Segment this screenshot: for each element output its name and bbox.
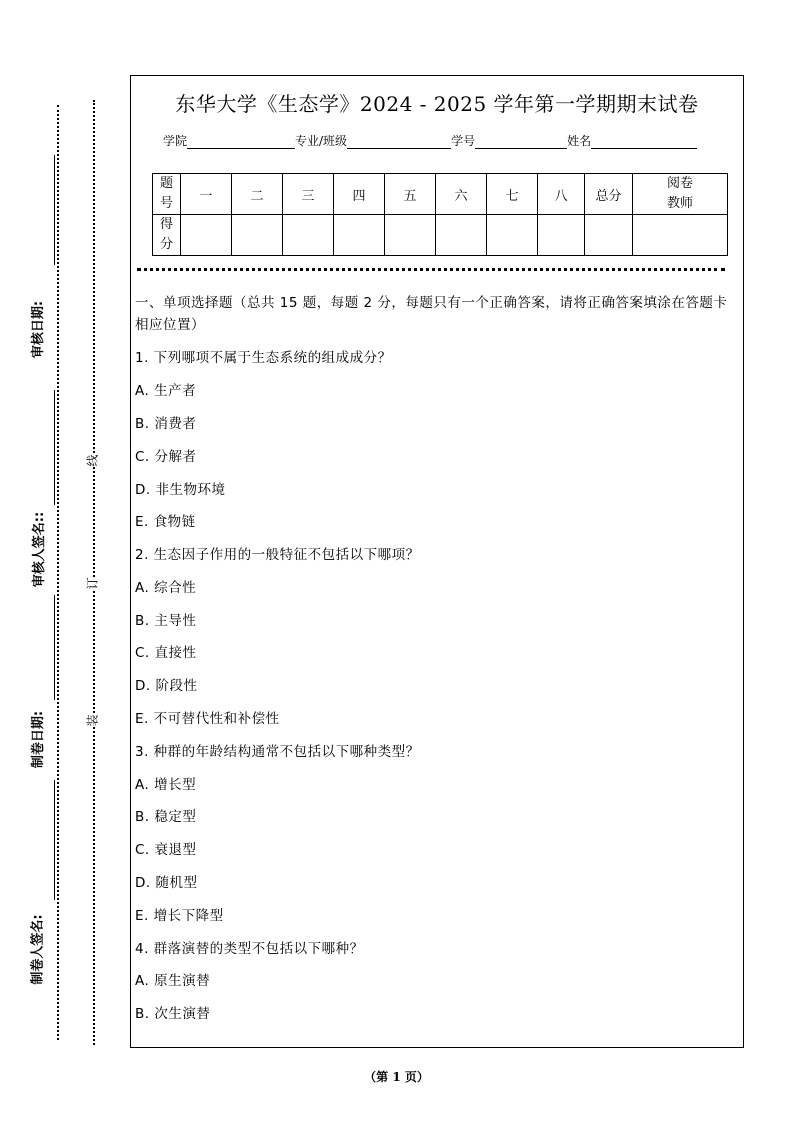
score-char-1: 得 xyxy=(159,217,173,232)
col-header-1: 一 xyxy=(181,174,232,215)
option[interactable]: D. 阶段性 xyxy=(135,678,198,694)
student-id-label: 学号 xyxy=(451,134,476,148)
grader-signature-cell[interactable] xyxy=(633,215,728,256)
col-header-total: 总分 xyxy=(585,174,633,215)
score-cell-total[interactable] xyxy=(585,215,633,256)
question-stem: 1. 下列哪项不属于生态系统的组成成分？ xyxy=(135,350,392,366)
reviewer-date-blank xyxy=(54,155,55,265)
score-cell[interactable] xyxy=(436,215,487,256)
grader-header xyxy=(633,174,728,215)
question-stem: 2. 生态因子作用的一般特征不包括以下哪项？ xyxy=(135,547,420,563)
page-number: （第 1 页） xyxy=(364,1070,429,1084)
maker-sign-label: 制卷人签名: xyxy=(30,914,46,985)
major-label: 专业/班级 xyxy=(295,134,348,148)
major-field[interactable] xyxy=(347,136,451,149)
reviewer-date-label: 审核日期: xyxy=(31,300,47,359)
college-label: 学院 xyxy=(163,134,188,148)
name-label: 姓名 xyxy=(567,134,592,148)
question-number-header xyxy=(153,174,181,215)
col-header-3: 三 xyxy=(283,174,334,215)
score-cell[interactable] xyxy=(181,215,232,256)
maker-date-blank xyxy=(54,595,55,700)
score-cell[interactable] xyxy=(538,215,585,256)
option[interactable]: C. 衰退型 xyxy=(135,842,197,858)
score-table-score-row xyxy=(153,215,728,256)
score-cell[interactable] xyxy=(487,215,538,256)
name-field[interactable] xyxy=(591,136,697,149)
option[interactable]: B. 稳定型 xyxy=(135,809,197,825)
option[interactable]: B. 消费者 xyxy=(135,416,197,432)
score-cell[interactable] xyxy=(232,215,283,256)
col-header-7: 七 xyxy=(487,174,538,215)
score-cell[interactable] xyxy=(334,215,385,256)
dotted-separator xyxy=(137,268,725,271)
option[interactable]: B. 次生演替 xyxy=(135,1006,211,1022)
score-table xyxy=(152,173,728,256)
exam-frame xyxy=(130,75,744,1048)
maker-date-label: 制卷日期: xyxy=(31,710,47,769)
college-field[interactable] xyxy=(187,136,295,149)
col-header-4: 四 xyxy=(334,174,385,215)
option[interactable]: C. 直接性 xyxy=(135,645,197,661)
cut-line-char: 线 xyxy=(82,454,103,466)
exam-title: 东华大学《生态学》2024 - 2025 学年第一学期期末试卷 xyxy=(175,92,699,116)
score-cell[interactable] xyxy=(385,215,436,256)
score-cell[interactable] xyxy=(283,215,334,256)
reviewer-sign-label: 审核人签名:: xyxy=(32,511,48,588)
cut-bind-char: 装 xyxy=(82,714,103,726)
header-char-2: 号 xyxy=(159,196,173,211)
score-header xyxy=(153,215,181,256)
option[interactable]: A. 原生演替 xyxy=(135,973,211,989)
score-char-2: 分 xyxy=(159,237,173,252)
option[interactable]: E. 不可替代性和补偿性 xyxy=(135,711,280,727)
section-instruction: 一、单项选择题（总共 15 题，每题 2 分，每题只有一个正确答案，请将正确答案填涂在答题卡相应位置） xyxy=(135,295,728,333)
option[interactable]: D. 非生物环境 xyxy=(135,482,226,498)
maker-sign-blank xyxy=(54,780,55,900)
reviewer-sign-blank xyxy=(54,390,55,505)
binding-dotted-line-inner xyxy=(93,100,95,1045)
grader-line-1: 阅卷 xyxy=(666,176,693,191)
option[interactable]: E. 食物链 xyxy=(135,514,196,530)
cut-order-char: 订 xyxy=(82,577,103,589)
option[interactable]: B. 主导性 xyxy=(135,613,197,629)
option[interactable]: E. 增长下降型 xyxy=(135,908,224,924)
question-stem: 3. 种群的年龄结构通常不包括以下哪种类型？ xyxy=(135,744,420,760)
col-header-2: 二 xyxy=(232,174,283,215)
col-header-8: 八 xyxy=(538,174,585,215)
option[interactable]: C. 分解者 xyxy=(135,449,197,465)
question-stem: 4. 群落演替的类型不包括以下哪种？ xyxy=(135,941,364,957)
student-id-field[interactable] xyxy=(475,136,567,149)
option[interactable]: A. 生产者 xyxy=(135,383,197,399)
option[interactable]: A. 综合性 xyxy=(135,580,197,596)
student-info-row xyxy=(163,132,697,149)
col-header-5: 五 xyxy=(385,174,436,215)
option[interactable]: D. 随机型 xyxy=(135,875,198,891)
option[interactable]: A. 增长型 xyxy=(135,777,197,793)
col-header-6: 六 xyxy=(436,174,487,215)
binding-dotted-line-outer xyxy=(57,105,59,1040)
header-char-1: 题 xyxy=(159,176,173,191)
grader-line-2: 教师 xyxy=(666,196,693,211)
score-table-header-row xyxy=(153,174,728,215)
